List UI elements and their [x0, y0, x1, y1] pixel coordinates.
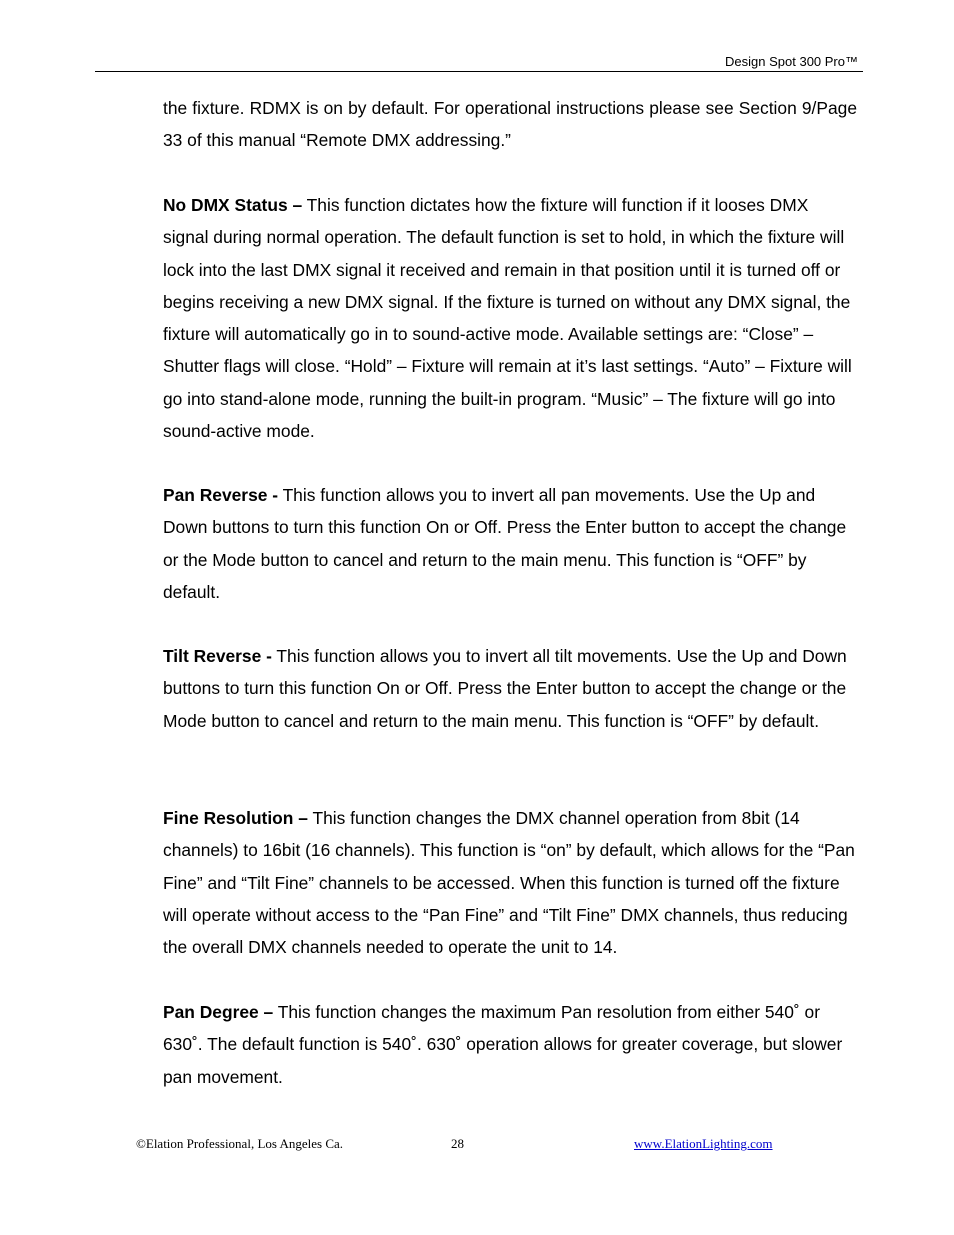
- tilt-reverse-term: Tilt Reverse -: [163, 646, 272, 666]
- fine-resolution-paragraph: [163, 802, 857, 963]
- pan-degree-text: This function changes the maximum Pan resolution from either 540˚ or 630˚. The default function is 540˚. 630˚ operation allows for greater coverage, but slower pan movement.: [163, 1002, 843, 1087]
- header-title: Design Spot 300 Pro™: [725, 54, 858, 69]
- header-rule: [95, 71, 863, 72]
- pan-degree-term: Pan Degree –: [163, 1002, 274, 1022]
- pan-reverse-text: This function allows you to invert all pan movements. Use the Up and Down buttons to turn this function On or Off. Press the Enter button to accept the change or the Mode button to cancel and return to the main menu. This function is “OFF” by default.: [163, 485, 847, 602]
- fine-resolution-text: This function changes the DMX channel operation from 8bit (14 channels) to 16bit (16 channels). This function is “on” by default, which allows for the “Pan Fine” and “Tilt Fine” channels to be accessed. When this function is turned off the fixture will operate without access to the “Pan Fine” and “Tilt Fine” DMX channels, thus reducing the overall DMX channels needed to operate the unit to 14.: [163, 808, 855, 958]
- footer-website-link[interactable]: www.ElationLighting.com: [634, 1136, 773, 1151]
- no-dmx-status-term: No DMX Status –: [163, 195, 303, 215]
- tilt-reverse-text: This function allows you to invert all tilt movements. Use the Up and Down buttons to turn this function On or Off. Press the Enter button to accept the change or the Mode button to cancel and return to the main menu. This function is “OFF” by default.: [163, 646, 847, 731]
- pan-reverse-term: Pan Reverse -: [163, 485, 279, 505]
- pan-reverse-paragraph: [163, 479, 857, 608]
- pan-degree-paragraph: [163, 996, 857, 1093]
- fine-resolution-term: Fine Resolution –: [163, 808, 308, 828]
- intro-paragraph: the fixture. RDMX is on by default. For operational instructions please see Section 9/Page 33 of this manual “Remote DMX addressing.”: [163, 98, 857, 151]
- no-dmx-status-paragraph: [163, 189, 857, 447]
- no-dmx-status-text: This function dictates how the fixture will function if it looses DMX signal during normal operation. The default function is set to hold, in which the fixture will lock into the last DMX signal it received and remain in that position until it is turned off or begins receiving a new DMX signal. If the fixture is turned on without any DMX signal, the fixture will automatically go in to sound-active mode. Available settings are: “Close” – Shutter flags will close. “Hold” – Fixture will remain at it’s last settings. “Auto” – Fixture will go into stand-alone mode, running the built-in program. “Music” – The fixture will go into sound-active mode.: [163, 195, 852, 442]
- tilt-reverse-paragraph: [163, 640, 857, 737]
- footer-page-number: 28: [451, 1136, 464, 1151]
- footer-copyright: ©Elation Professional, Los Angeles Ca.: [136, 1136, 344, 1151]
